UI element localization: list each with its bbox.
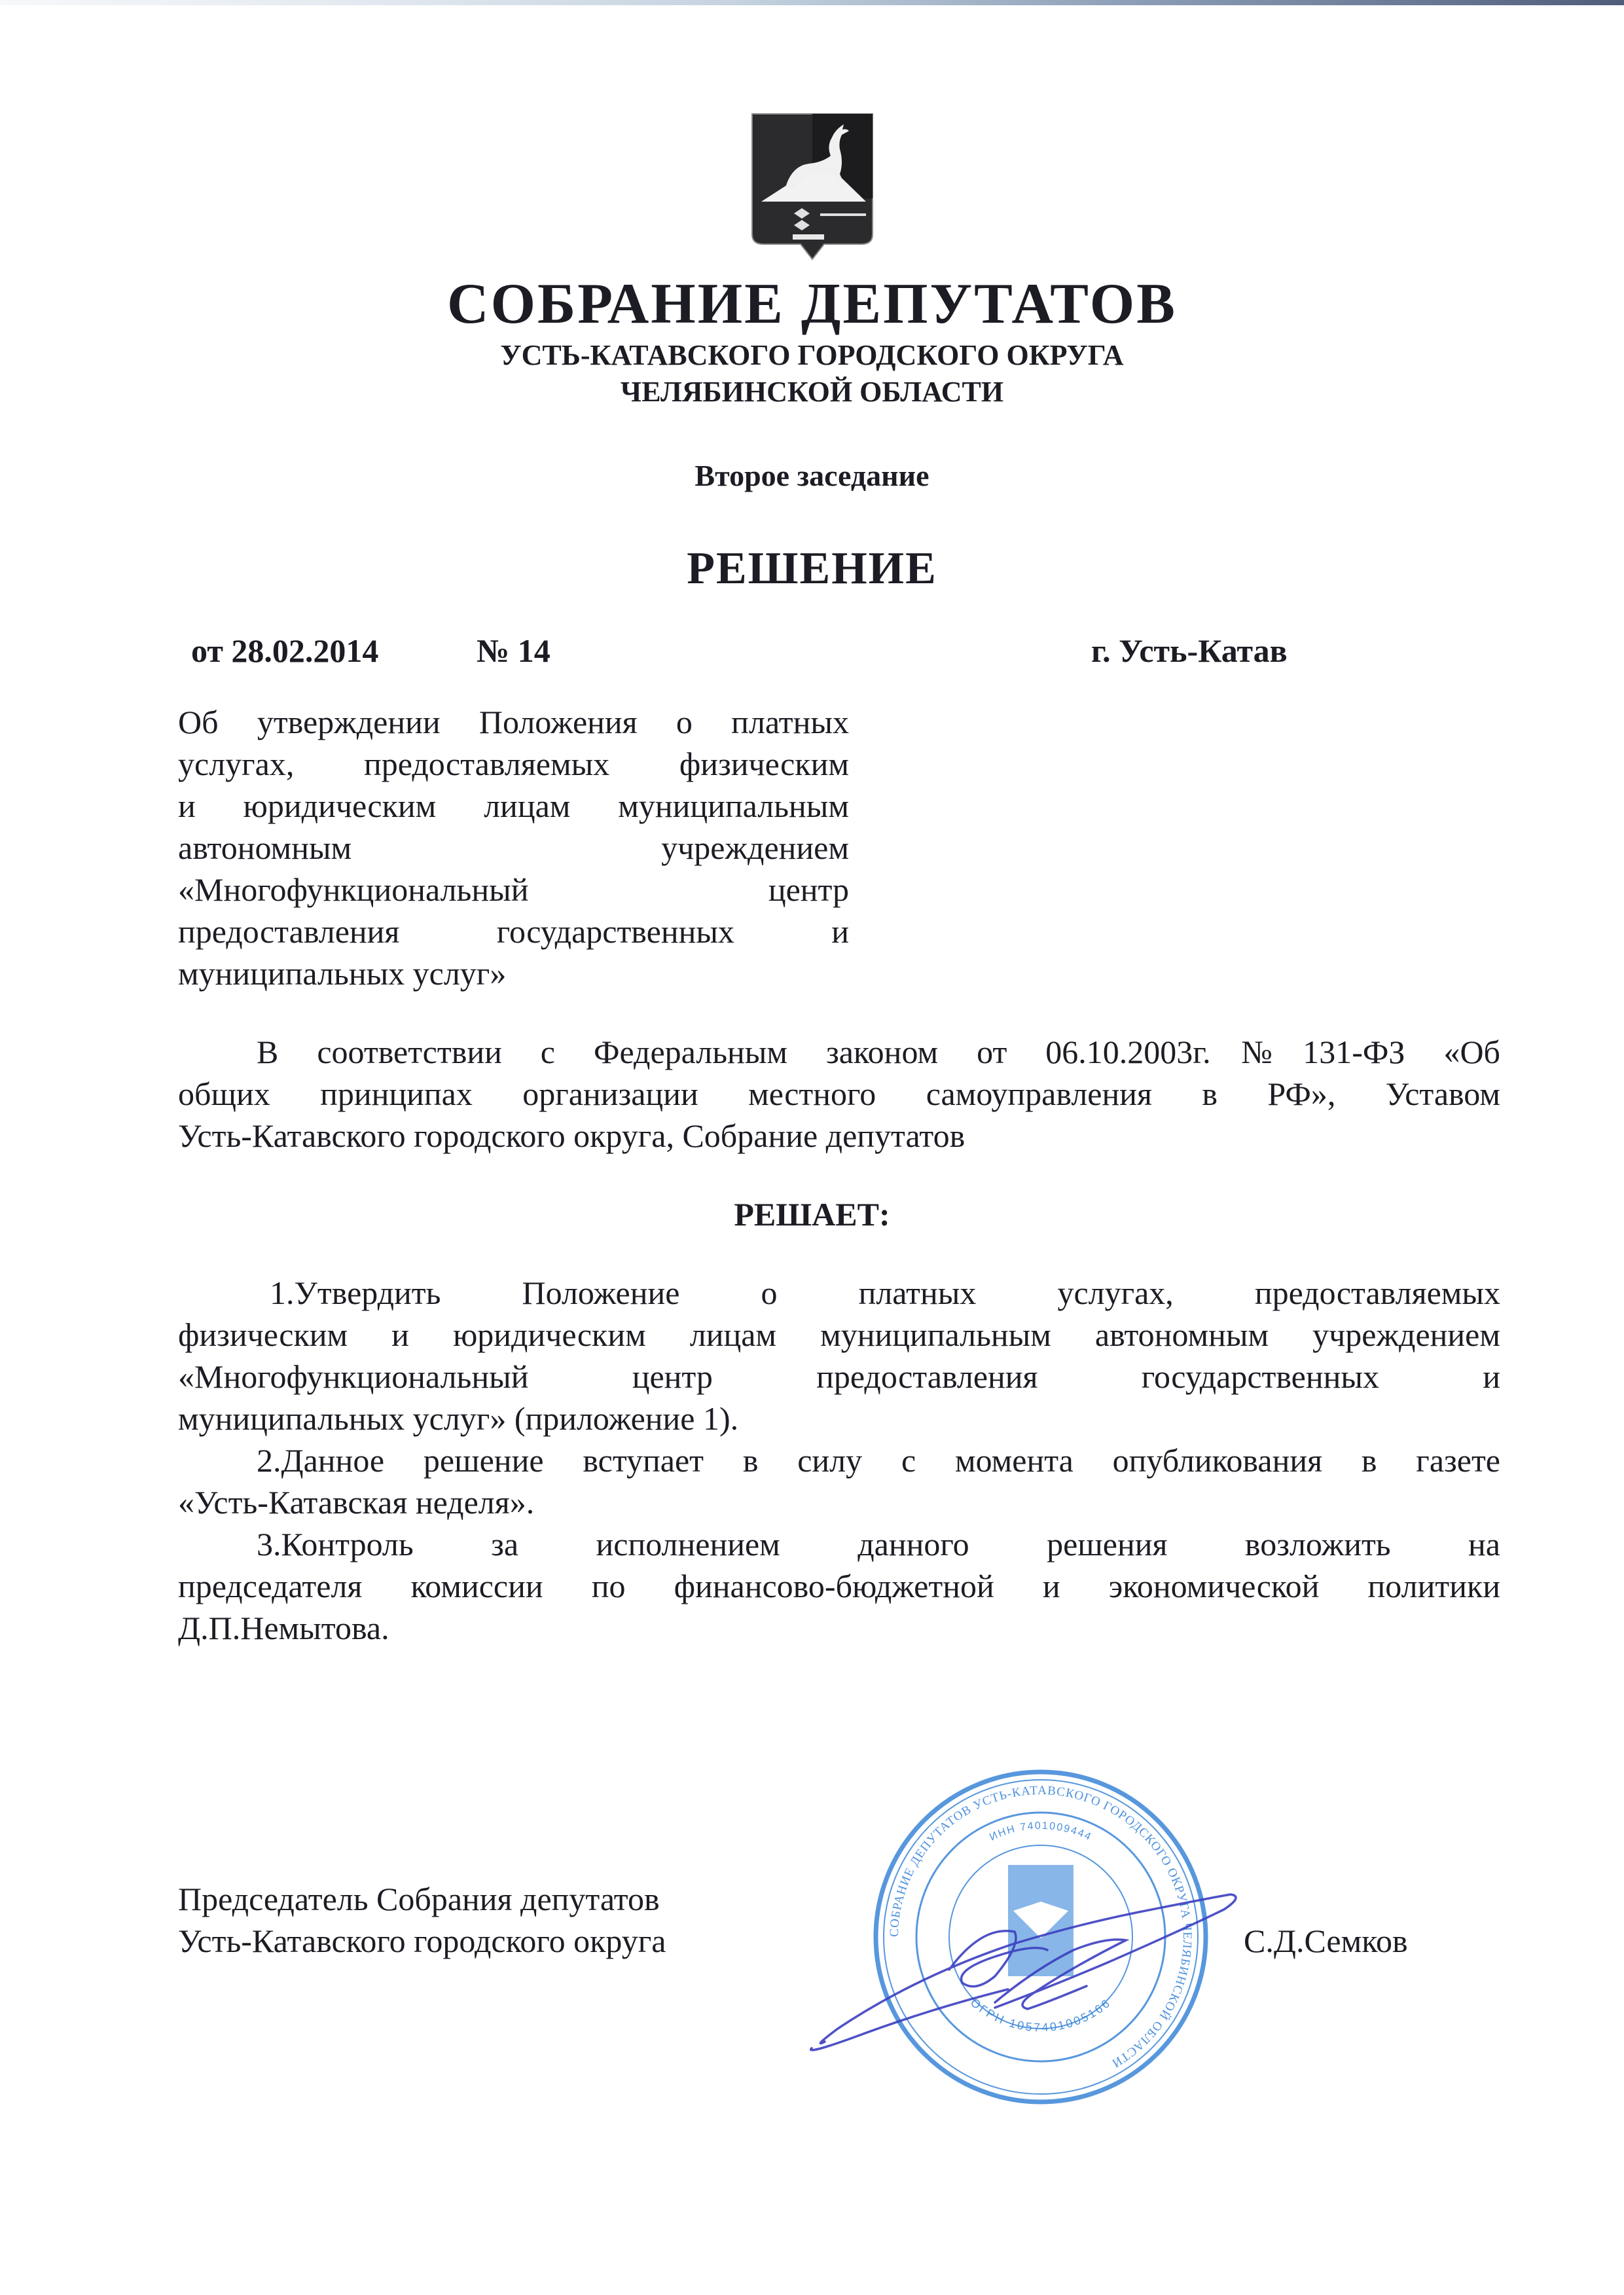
decision-date: от 28.02.2014 bbox=[191, 632, 379, 669]
coat-of-arms-icon bbox=[747, 110, 878, 264]
decision-meta bbox=[0, 629, 1624, 672]
organization-title: СОБРАНИЕ ДЕПУТАТОВ bbox=[447, 272, 1177, 336]
subject-line: услугах, предоставляемых физическим bbox=[178, 746, 849, 782]
preamble-paragraph bbox=[178, 1031, 1500, 1157]
item-line: 3.Контроль за исполнением данного решения возложить на bbox=[257, 1526, 1500, 1563]
decision-city: г. Усть-Катав bbox=[1091, 632, 1288, 669]
decision-item-1 bbox=[178, 1272, 1500, 1439]
signatory-role bbox=[178, 1878, 666, 1962]
subject-line: Об утверждении Положения о платных bbox=[178, 704, 849, 740]
decision-item-3 bbox=[178, 1523, 1500, 1649]
item-line: физическим и юридическим лицам муниципальным автономным учреждением bbox=[178, 1316, 1500, 1353]
subject-line: «Многофункциональный центр bbox=[178, 871, 849, 908]
signature-area bbox=[0, 1767, 1624, 2107]
document-type-heading: РЕШЕНИЕ bbox=[687, 543, 937, 594]
item-line: 2.Данное решение вступает в силу с момента опубликования в газете bbox=[257, 1442, 1500, 1479]
decision-subject bbox=[178, 701, 849, 994]
item-line: 1.Утвердить Положение о платных услугах, предоставляемых bbox=[270, 1274, 1500, 1311]
svg-text:ИНН 7401009444 bbox=[988, 1820, 1093, 1843]
item-line: «Усть-Катавская неделя». bbox=[178, 1484, 535, 1521]
district-subtitle: УСТЬ-КАТАВСКОГО ГОРОДСКОГО ОКРУГА bbox=[500, 339, 1124, 371]
preamble-line: Усть-Катавского городского округа, Собрание депутатов bbox=[178, 1117, 965, 1154]
subject-line: муниципальных услуг» bbox=[178, 955, 507, 992]
stamp-inn-text: ИНН 7401009444 bbox=[988, 1820, 1094, 1843]
signatory-role-line: Усть-Катавского городского округа bbox=[178, 1923, 666, 1959]
handwritten-signature bbox=[799, 1865, 1244, 2061]
session-label: Второе заседание bbox=[695, 459, 929, 492]
decision-number: № 14 bbox=[477, 632, 550, 669]
decides-heading: РЕШАЕТ: bbox=[734, 1196, 890, 1233]
subject-line: и юридическим лицам муниципальным bbox=[178, 787, 849, 824]
stamp-ogrn-text: ОГРН 1057401005166 bbox=[967, 1995, 1114, 2034]
item-line: муниципальных услуг» (приложение 1). bbox=[178, 1400, 739, 1437]
stamp-outer-text: СОБРАНИЕ ДЕПУТАТОВ УСТЬ-КАТАВСКОГО ГОРОДСКОГО ОКРУГА ЧЕЛЯБИНСКОЙ ОБЛАСТИ bbox=[887, 1783, 1195, 2070]
item-line: Д.П.Немытова. bbox=[178, 1610, 389, 1646]
item-line: председателя комиссии по финансово-бюджетной и экономической политики bbox=[178, 1568, 1500, 1604]
subject-line: автономным учреждением bbox=[178, 829, 849, 866]
region-subtitle: ЧЕЛЯБИНСКОЙ ОБЛАСТИ bbox=[620, 376, 1004, 408]
signatory-name: С.Д.Семков bbox=[1244, 1923, 1408, 1959]
decision-items bbox=[178, 1272, 1500, 1649]
subject-line: предоставления государственных и bbox=[178, 913, 849, 950]
signatory-role-line: Председатель Собрания депутатов bbox=[178, 1881, 660, 1917]
item-line: «Многофункциональный центр предоставления государственных и bbox=[178, 1358, 1500, 1395]
decision-item-2 bbox=[178, 1439, 1500, 1523]
preamble-line: В соответствии с Федеральным законом от 06.10.2003г.№131-ФЗ «Об bbox=[257, 1034, 1500, 1070]
preamble-line: общих принципах организации местного самоуправления в РФ», Уставом bbox=[178, 1075, 1500, 1112]
emblem-area bbox=[0, 110, 1624, 264]
